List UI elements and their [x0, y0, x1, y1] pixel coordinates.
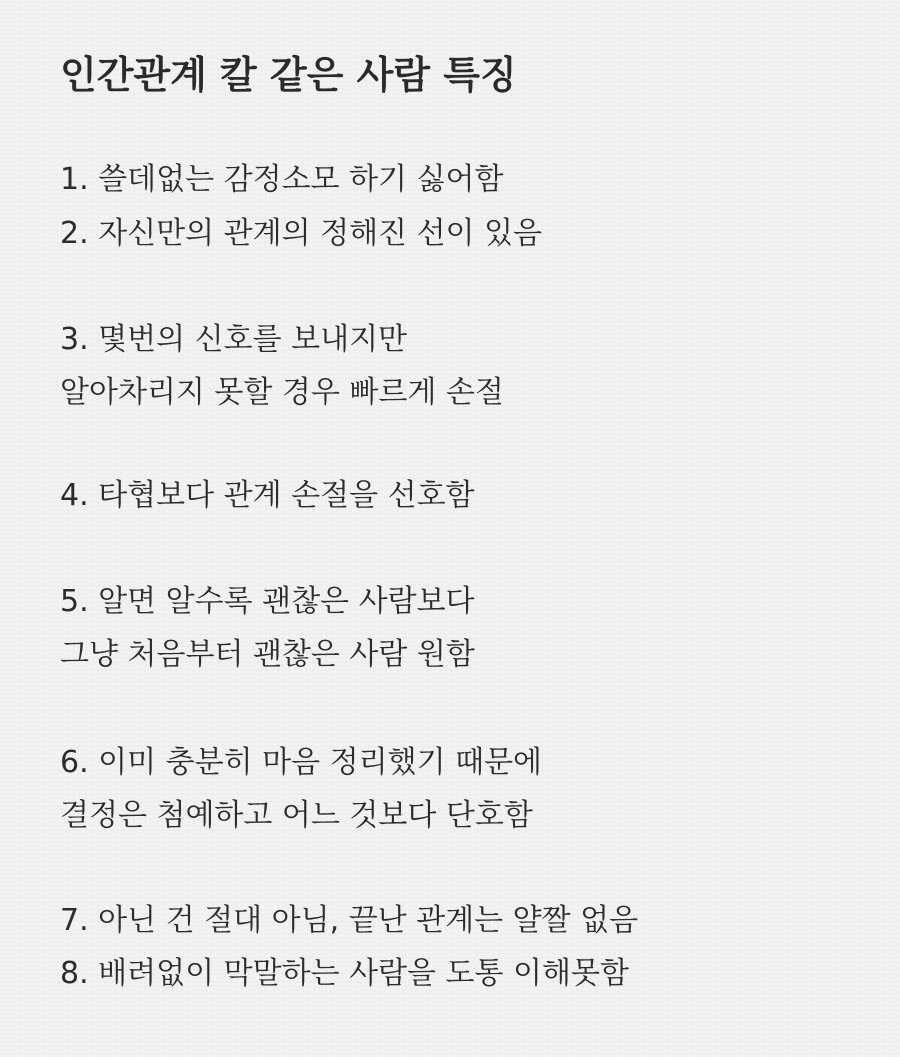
- list-item-continuation: 결정은 첨예하고 어느 것보다 단호함: [60, 798, 533, 833]
- list-item: 2. 자신만의 관계의 정해진 선이 있음: [60, 216, 543, 251]
- list-item: 8. 배려없이 막말하는 사람을 도통 이해못함: [60, 956, 629, 991]
- list-item: 4. 타협보다 관계 손절을 선호함: [60, 478, 475, 513]
- list-item-continuation: 알아차리지 못할 경우 빠르게 손절: [60, 375, 504, 410]
- list-item: 6. 이미 충분히 마음 정리했기 때문에: [60, 745, 543, 780]
- list-item: 1. 쓸데없는 감정소모 하기 싫어함: [60, 162, 504, 197]
- list-item: 3. 몇번의 신호를 보내지만: [60, 322, 408, 357]
- list-item-continuation: 그냥 처음부터 괜찮은 사람 원함: [60, 637, 475, 672]
- note-title: 인간관계 칼 같은 사람 특징: [60, 53, 517, 97]
- list-item: 5. 알면 알수록 괜찮은 사람보다: [60, 584, 475, 619]
- list-item: 7. 아닌 건 절대 아님, 끝난 관계는 얄짤 없음: [60, 903, 639, 938]
